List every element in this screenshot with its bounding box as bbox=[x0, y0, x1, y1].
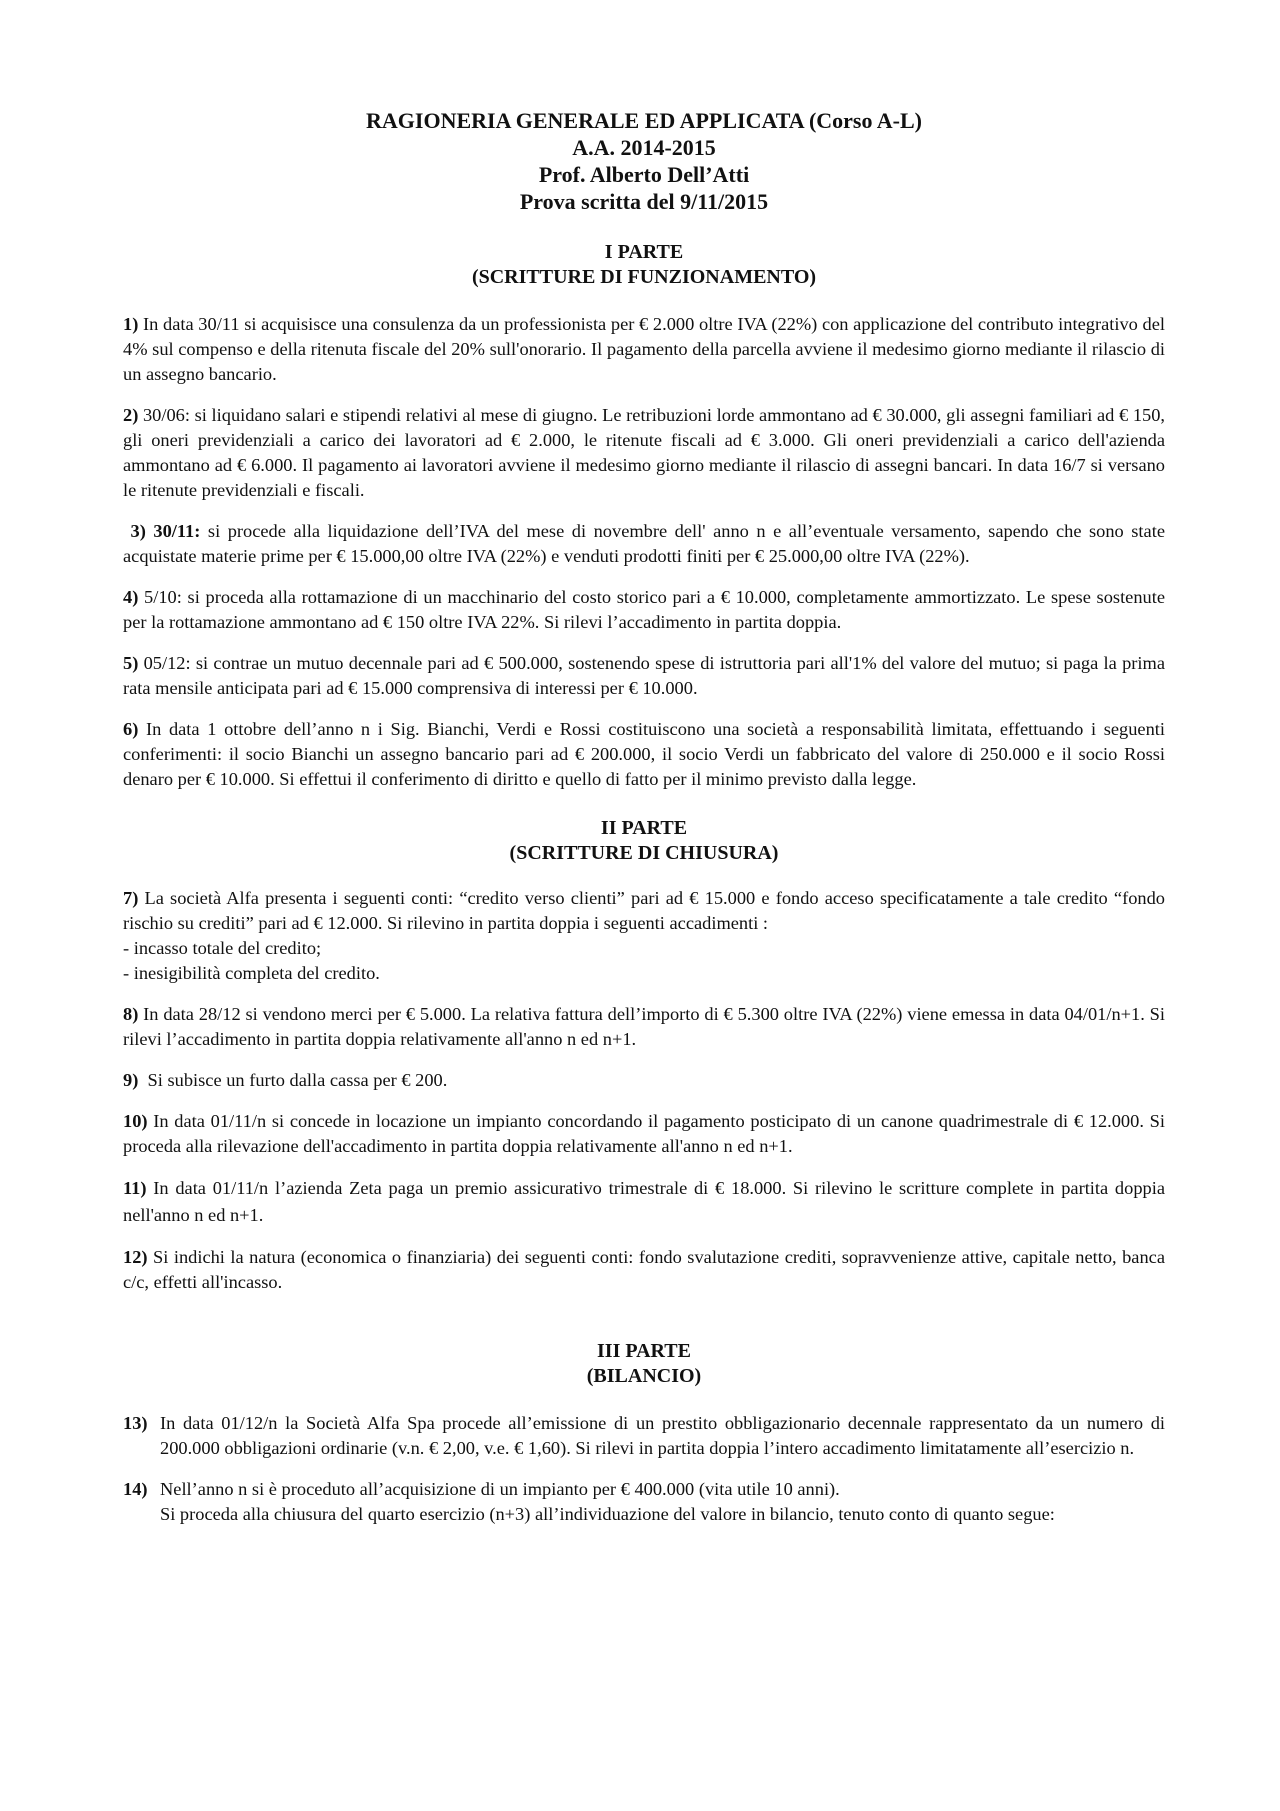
question-number: 8) bbox=[123, 1004, 139, 1024]
question-number: 10) bbox=[123, 1111, 148, 1131]
question-12 bbox=[123, 1245, 1165, 1295]
question-text: In data 1 ottobre dell’anno n i Sig. Bianchi, Verdi e Rossi costituiscono una società a responsabilità limitata, effettuando i seguenti conferimenti: il socio Bianchi un assegno bancario pari ad € 200.000, il socio Verdi un fabbricato del valore di 250.000 e il socio Rossi denaro per € 10.000. Si effettui il conferimento di diritto e quello di fatto per il minimo previsto dalla legge. bbox=[123, 719, 1165, 789]
question-10 bbox=[123, 1109, 1165, 1159]
question-5 bbox=[123, 651, 1165, 701]
question-number: 4) bbox=[123, 587, 139, 607]
question-text: 05/12: si contrae un mutuo decennale pari ad € 500.000, sostenendo spese di istruttoria pari all'1% del valore del mutuo; si paga la prima rata mensile anticipata pari ad € 15.000 comprensiva di interessi per € 10.000. bbox=[123, 653, 1165, 698]
document-header bbox=[123, 107, 1165, 215]
question-11 bbox=[123, 1175, 1165, 1229]
question-text: La società Alfa presenta i seguenti conti: “credito verso clienti” pari ad € 15.000 e fondo acceso specificatamente a tale credito “fondo rischio su crediti” pari ad € 12.000. Si rilevino in partita doppia i seguenti accadimenti : bbox=[123, 888, 1165, 933]
question-8 bbox=[123, 1002, 1165, 1052]
question-2 bbox=[123, 403, 1165, 503]
part3-subtitle: (BILANCIO) bbox=[586, 1365, 702, 1387]
part1-title: I PARTE bbox=[604, 241, 684, 263]
question-1 bbox=[123, 312, 1165, 387]
question-text: In data 01/11/n l’azienda Zeta paga un premio assicurativo trimestrale di € 18.000. Si rilevino le scritture complete in partita doppia nell'anno n ed n+1. bbox=[123, 1178, 1165, 1225]
academic-year: A.A. 2014-2015 bbox=[572, 135, 716, 160]
question-text: In data 30/11 si acquisisce una consulenza da un professionista per € 2.000 oltre IVA (22%) con applicazione del contributo integrativo del 4% sul compenso e della ritenuta fiscale del 20% sull'onorario. Il pagamento della parcella avviene il medesimo giorno mediante il rilascio di un assegno bancario. bbox=[123, 314, 1165, 384]
question-number: 1) bbox=[123, 314, 139, 334]
question-3 bbox=[123, 519, 1165, 569]
question-text: Nell’anno n si è proceduto all’acquisizione di un impianto per € 400.000 (vita utile 10 anni). bbox=[160, 1479, 840, 1499]
question-number: 14) bbox=[123, 1479, 148, 1499]
part1-heading bbox=[123, 240, 1165, 290]
part2-title: II PARTE bbox=[600, 817, 688, 839]
question-7 bbox=[123, 886, 1165, 936]
question-7-item-1: - incasso totale del credito; bbox=[123, 938, 322, 958]
part2-subtitle: (SCRITTURE DI CHIUSURA) bbox=[509, 842, 779, 864]
question-text: Si subisce un furto dalla cassa per € 200. bbox=[147, 1070, 448, 1090]
question-number: 9) bbox=[123, 1070, 139, 1090]
professor-name: Prof. Alberto Dell’Atti bbox=[538, 162, 750, 187]
part3-title: III PARTE bbox=[597, 1340, 691, 1362]
question-text: In data 01/11/n si concede in locazione un impianto concordando il pagamento posticipato di un canone quadrimestrale di € 12.000. Si proceda alla rilevazione dell'accadimento in partita doppia relativamente all'anno n ed n+1. bbox=[123, 1111, 1165, 1156]
question-number: 11) bbox=[123, 1178, 147, 1198]
question-number: 5) bbox=[123, 653, 139, 673]
question-number: 13) bbox=[123, 1413, 148, 1433]
question-14 bbox=[123, 1477, 1165, 1502]
question-number: 3) 30/11: bbox=[130, 521, 201, 541]
question-text: 30/06: si liquidano salari e stipendi relativi al mese di giugno. Le retribuzioni lorde ammontano ad € 30.000, gli assegni familiari ad € 150, gli oneri previdenziali a carico dei lavoratori ad € 2.000, le ritenute fiscali ad € 3.000. Gli oneri previdenziali a carico dell'azienda ammontano ad € 6.000. Il pagamento ai lavoratori avviene il medesimo giorno mediante il rilascio di assegni bancari. In data 16/7 si versano le ritenute previdenziali e fiscali. bbox=[123, 405, 1166, 500]
question-4 bbox=[123, 585, 1165, 635]
question-text: Si indichi la natura (economica o finanziaria) dei seguenti conti: fondo svalutazione crediti, sopravvenienze attive, capitale netto, banca c/c, effetti all'incasso. bbox=[123, 1247, 1165, 1292]
question-text: 5/10: si proceda alla rottamazione di un macchinario del costo storico pari a € 10.000, completamente ammortizzato. Le spese sostenute per la rottamazione ammontano ad € 150 oltre IVA 22%. Si rilevi l’accadimento in partita doppia. bbox=[123, 587, 1165, 632]
question-13 bbox=[123, 1411, 1165, 1461]
question-14-continued: Si proceda alla chiusura del quarto esercizio (n+3) all’individuazione del valore in bilancio, tenuto conto di quanto segue: bbox=[160, 1504, 1055, 1524]
question-number: 12) bbox=[123, 1247, 148, 1267]
question-text: si procede alla liquidazione dell’IVA del mese di novembre dell' anno n e all’eventuale versamento, sapendo che sono state acquistate materie prime per € 15.000,00 oltre IVA (22%) e venduti prodotti finiti per € 25.000,00 oltre IVA (22%). bbox=[123, 521, 1165, 566]
question-9 bbox=[123, 1068, 1165, 1093]
question-number: 6) bbox=[123, 719, 139, 739]
question-number: 7) bbox=[123, 888, 139, 908]
exam-date: Prova scritta del 9/11/2015 bbox=[519, 189, 769, 214]
question-number: 2) bbox=[123, 405, 139, 425]
question-7-item-2: - inesigibilità completa del credito. bbox=[123, 963, 380, 983]
part2-heading bbox=[123, 816, 1165, 866]
question-text: In data 01/12/n la Società Alfa Spa procede all’emissione di un prestito obbligazionario decennale rappresentato da un numero di 200.000 obbligazioni ordinarie (v.n. € 2,00, v.e. € 1,60). Si rilevi in partita doppia l’intero accadimento limitatamente all’esercizio n. bbox=[160, 1413, 1165, 1458]
course-title: RAGIONERIA GENERALE ED APPLICATA (Corso A-L) bbox=[366, 108, 922, 133]
question-text: In data 28/12 si vendono merci per € 5.000. La relativa fattura dell’importo di € 5.300 oltre IVA (22%) viene emessa in data 04/01/n+1. Si rilevi l’accadimento in partita doppia relativamente all'anno n ed n+1. bbox=[123, 1004, 1165, 1049]
part1-subtitle: (SCRITTURE DI FUNZIONAMENTO) bbox=[471, 266, 817, 288]
part3-heading bbox=[123, 1339, 1165, 1389]
question-6 bbox=[123, 717, 1165, 792]
